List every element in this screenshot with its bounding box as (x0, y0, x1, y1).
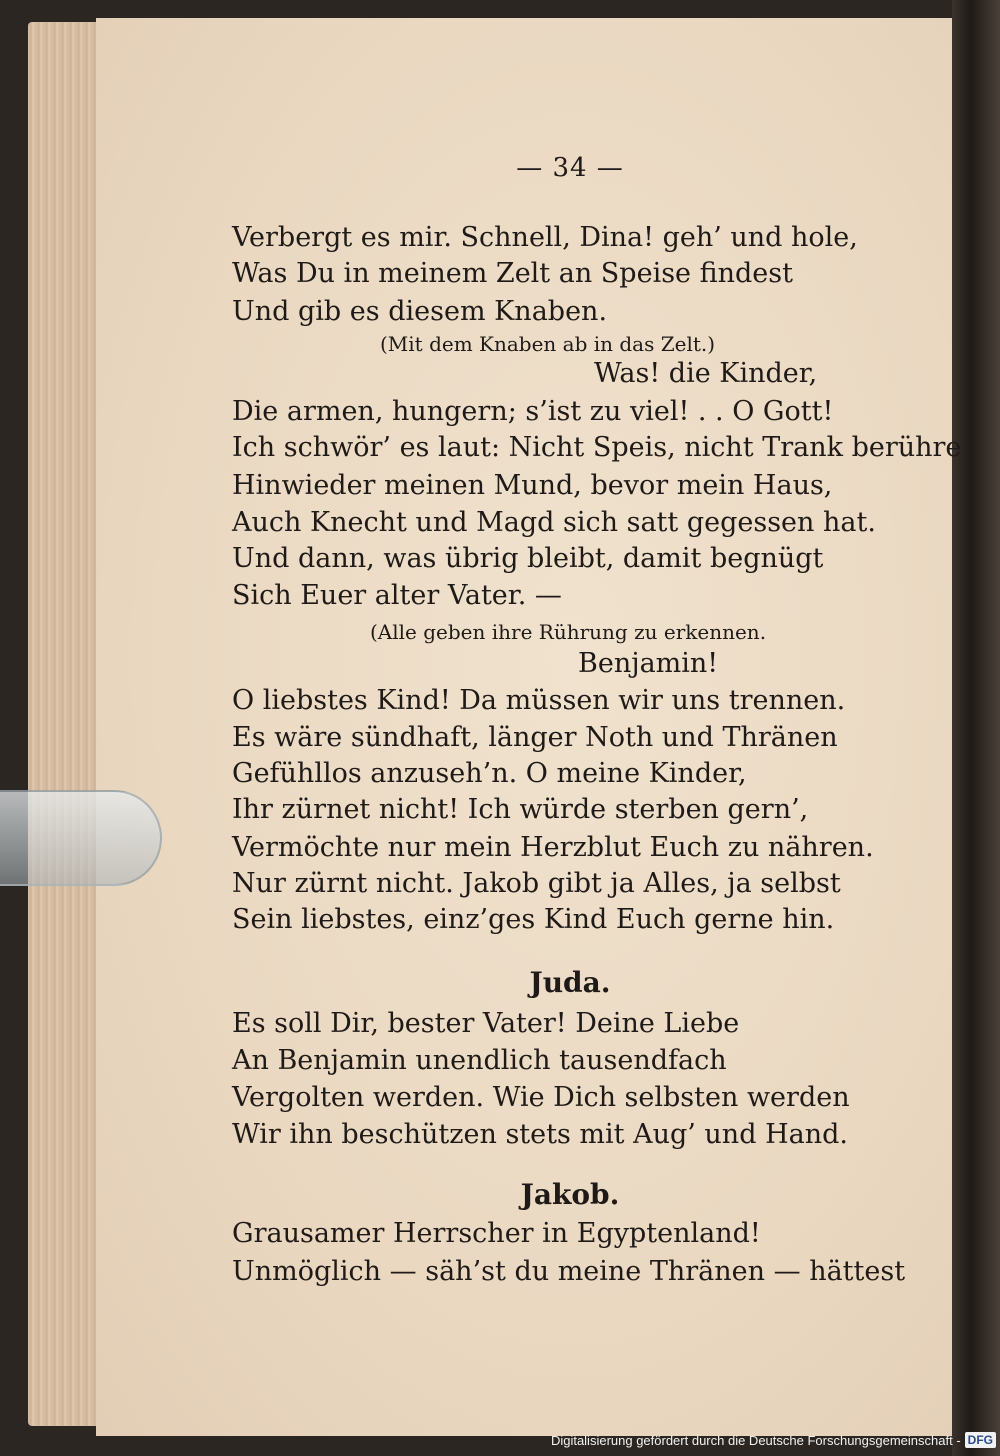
verse-line: An Benjamin unendlich tausendfach (232, 1045, 727, 1076)
verse-line: Gefühllos anzuseh’n. O meine Kinder, (232, 758, 747, 789)
verse-line: Ich schwör’ es laut: Nicht Speis, nicht Trank berühre (232, 432, 962, 463)
verse-line: Verbergt es mir. Schnell, Dina! geh’ und hole, (232, 222, 858, 253)
verse-line: Unmöglich — säh’st du meine Thränen — hättest (232, 1256, 906, 1287)
verse-line: Und gib es diesem Knaben. (232, 296, 608, 327)
verse-line: Auch Knecht und Magd sich satt gegessen hat. (232, 507, 876, 538)
verse-line: Ihr zürnet nicht! Ich würde sterben gern’, (232, 794, 809, 825)
verse-line: Grausamer Herrscher in Egyptenland! (232, 1218, 761, 1249)
speaker-name: Juda. (529, 966, 611, 999)
digitization-footer (551, 1428, 996, 1452)
dfg-logo-icon: DFG (965, 1432, 996, 1448)
verse-line: Es soll Dir, bester Vater! Deine Liebe (232, 1008, 740, 1039)
stage-direction: (Mit dem Knaben ab in das Zelt.) (380, 332, 716, 356)
verse-line: Vergolten werden. Wie Dich selbsten werden (232, 1082, 850, 1113)
verse-line: Sich Euer alter Vater. — (232, 580, 562, 611)
verse-line: Nur zürnt nicht. Jakob gibt ja Alles, ja selbst (232, 868, 841, 899)
stage-direction: (Alle geben ihre Rührung zu erkennen. (370, 620, 767, 644)
verse-line: Sein liebstes, einz’ges Kind Euch gerne hin. (232, 904, 835, 935)
verse-line: Es wäre sündhaft, länger Noth und Thränen (232, 722, 838, 753)
verse-line: Vermöchte nur mein Herzblut Euch zu nähren. (232, 832, 874, 863)
footer-text: Digitalisierung gefördert durch die Deutsche Forschungsgemeinschaft - (550, 1432, 961, 1448)
page-number: — 34 — (516, 153, 624, 183)
verse-line: Was! die Kinder, (594, 358, 818, 389)
verse-line: Was Du in meinem Zelt an Speise findest (232, 258, 793, 289)
verse-line: Hinwieder meinen Mund, bevor mein Haus, (232, 470, 833, 501)
verse-line: Wir ihn beschützen stets mit Aug’ und Hand. (232, 1119, 848, 1150)
verse-line: Die armen, hungern; s’ist zu viel! . . O Gott! (232, 396, 834, 427)
speaker-name: Jakob. (520, 1178, 620, 1211)
verse-line: Benjamin! (578, 648, 719, 679)
verse-line: Und dann, was übrig bleibt, damit begnügt (232, 543, 824, 574)
verse-line: O liebstes Kind! Da müssen wir uns trennen. (232, 685, 846, 716)
